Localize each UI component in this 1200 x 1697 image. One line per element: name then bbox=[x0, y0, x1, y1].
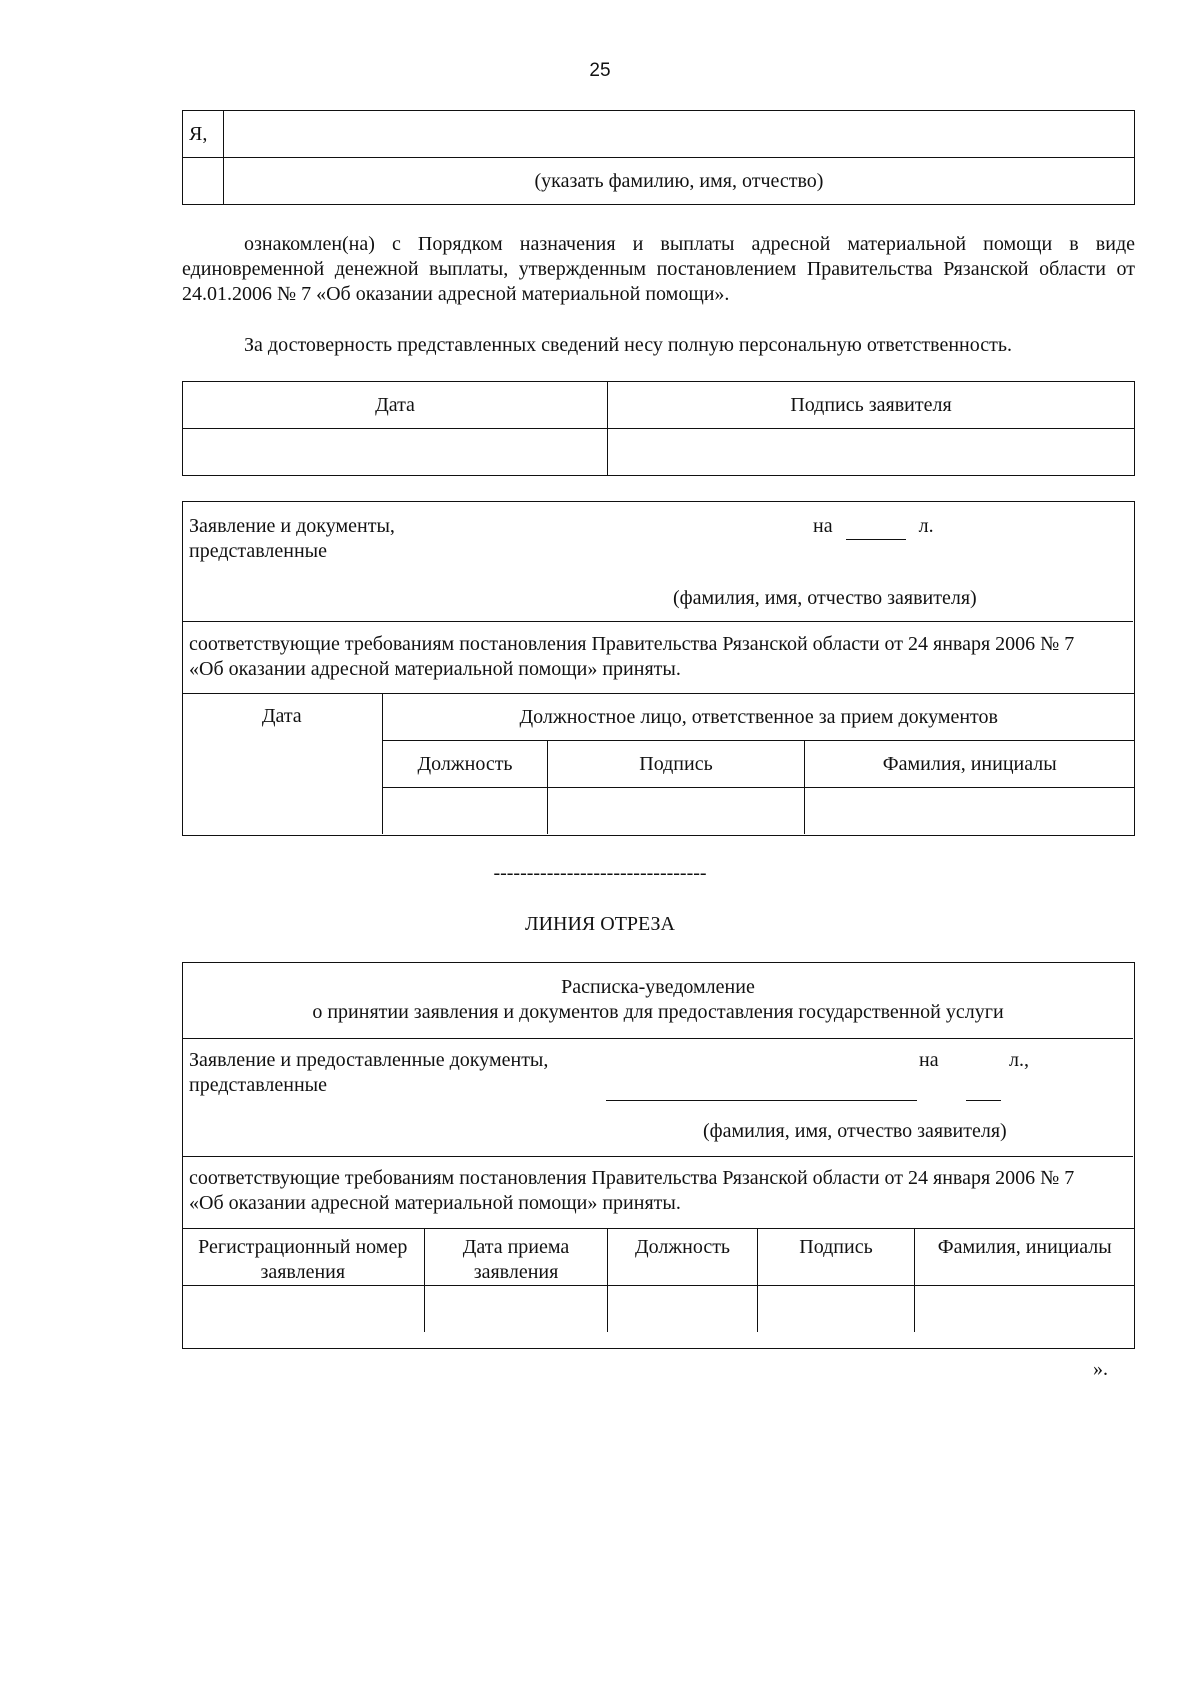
date-field[interactable] bbox=[183, 429, 608, 476]
position-field[interactable] bbox=[383, 788, 548, 835]
acknowledgement-paragraph: ознакомлен(на) с Порядком назначения и выплаты адресной материальной помощи в виде единовременной денежной выплаты, утвержденным постановлением Правительства Рязанской области от 24.01.2006 № 7 «Об оказании адресной материальной помощи». bbox=[182, 233, 1135, 305]
official-name-field[interactable] bbox=[805, 788, 1135, 835]
receipt-date-field[interactable] bbox=[425, 1286, 608, 1332]
responsibility-paragraph: За достоверность представленных сведений несу полную персональную ответственность. bbox=[244, 334, 1012, 356]
receipt-applicant-hint: (фамилия, имя, отчество заявителя) bbox=[703, 1120, 1007, 1142]
applicant-name-field[interactable] bbox=[224, 111, 1135, 158]
receipt-on-label: на bbox=[919, 1049, 939, 1071]
receipt-block bbox=[182, 962, 1135, 1349]
reg-number-header: Регистрационный номер заявления bbox=[182, 1229, 425, 1286]
receipt-title: Расписка-уведомление bbox=[561, 976, 755, 998]
receipt-position-header: Должность bbox=[608, 1229, 758, 1286]
receipt-title-section bbox=[183, 963, 1133, 1039]
receipt-table bbox=[182, 1228, 1135, 1332]
official-table bbox=[182, 693, 1135, 834]
official-signature-field[interactable] bbox=[548, 788, 805, 835]
receipt-sheets-label: л., bbox=[1009, 1049, 1029, 1071]
receipt-name-field[interactable] bbox=[915, 1286, 1135, 1332]
official-name-header: Фамилия, инициалы bbox=[805, 741, 1135, 788]
applicant-signature-table bbox=[182, 381, 1135, 476]
acceptance-date-header: Дата bbox=[182, 694, 383, 835]
receipt-compliance-section bbox=[183, 1156, 1133, 1228]
empty-cell bbox=[183, 158, 224, 205]
receipt-statement-label: Заявление и предоставленные документы, представленные bbox=[189, 1049, 549, 1096]
sheets-label: л. bbox=[918, 515, 934, 537]
date-header: Дата bbox=[183, 382, 608, 429]
receipt-sheets-field[interactable] bbox=[966, 1100, 1001, 1101]
receipt-compliance-text: соответствующие требованиям постановления Правительства Рязанской области от 24 января 2006 № 7 «Об оказании адресной материальной помощи» приняты. bbox=[189, 1167, 1075, 1214]
signature-header: Подпись заявителя bbox=[608, 382, 1135, 429]
compliance-section bbox=[183, 621, 1133, 694]
receipt-signature-header: Подпись bbox=[758, 1229, 915, 1286]
signature-field[interactable] bbox=[608, 429, 1135, 476]
fio-hint: (указать фамилию, имя, отчество) bbox=[224, 158, 1135, 205]
sheets-count bbox=[813, 514, 934, 540]
statement-label: Заявление и документы, представленные bbox=[189, 515, 395, 562]
cut-line-label: ЛИНИЯ ОТРЕЗА bbox=[525, 913, 675, 935]
cut-line-dashes: -------------------------------- bbox=[493, 862, 707, 884]
compliance-text: соответствующие требованиям постановления Правительства Рязанской области от 24 января 2006 № 7 «Об оказании адресной материальной помощи» приняты. bbox=[189, 633, 1075, 680]
position-header: Должность bbox=[383, 741, 548, 788]
official-header: Должностное лицо, ответственное за прием документов bbox=[383, 694, 1135, 741]
receipt-name-header: Фамилия, инициалы bbox=[915, 1229, 1135, 1286]
receipt-signature-field[interactable] bbox=[758, 1286, 915, 1332]
page-number: 25 bbox=[589, 60, 611, 81]
closing-quote: ». bbox=[1093, 1358, 1108, 1380]
receipt-date-header: Дата приема заявления bbox=[425, 1229, 608, 1286]
sheets-count-field[interactable] bbox=[846, 514, 906, 540]
applicant-name-table bbox=[182, 110, 1135, 205]
receipt-applicant-name-field[interactable] bbox=[606, 1100, 917, 1101]
acceptance-statement-section bbox=[183, 502, 1133, 622]
receipt-position-field[interactable] bbox=[608, 1286, 758, 1332]
reg-number-field[interactable] bbox=[182, 1286, 425, 1332]
ya-label-cell: Я, bbox=[183, 111, 224, 158]
receipt-statement-section bbox=[183, 1038, 1133, 1157]
receipt-subtitle: о принятии заявления и документов для предоставления государственной услуги bbox=[312, 1001, 1004, 1023]
applicant-hint: (фамилия, имя, отчество заявителя) bbox=[673, 587, 977, 609]
on-label: на bbox=[813, 515, 833, 537]
official-signature-header: Подпись bbox=[548, 741, 805, 788]
acceptance-block bbox=[182, 501, 1135, 836]
